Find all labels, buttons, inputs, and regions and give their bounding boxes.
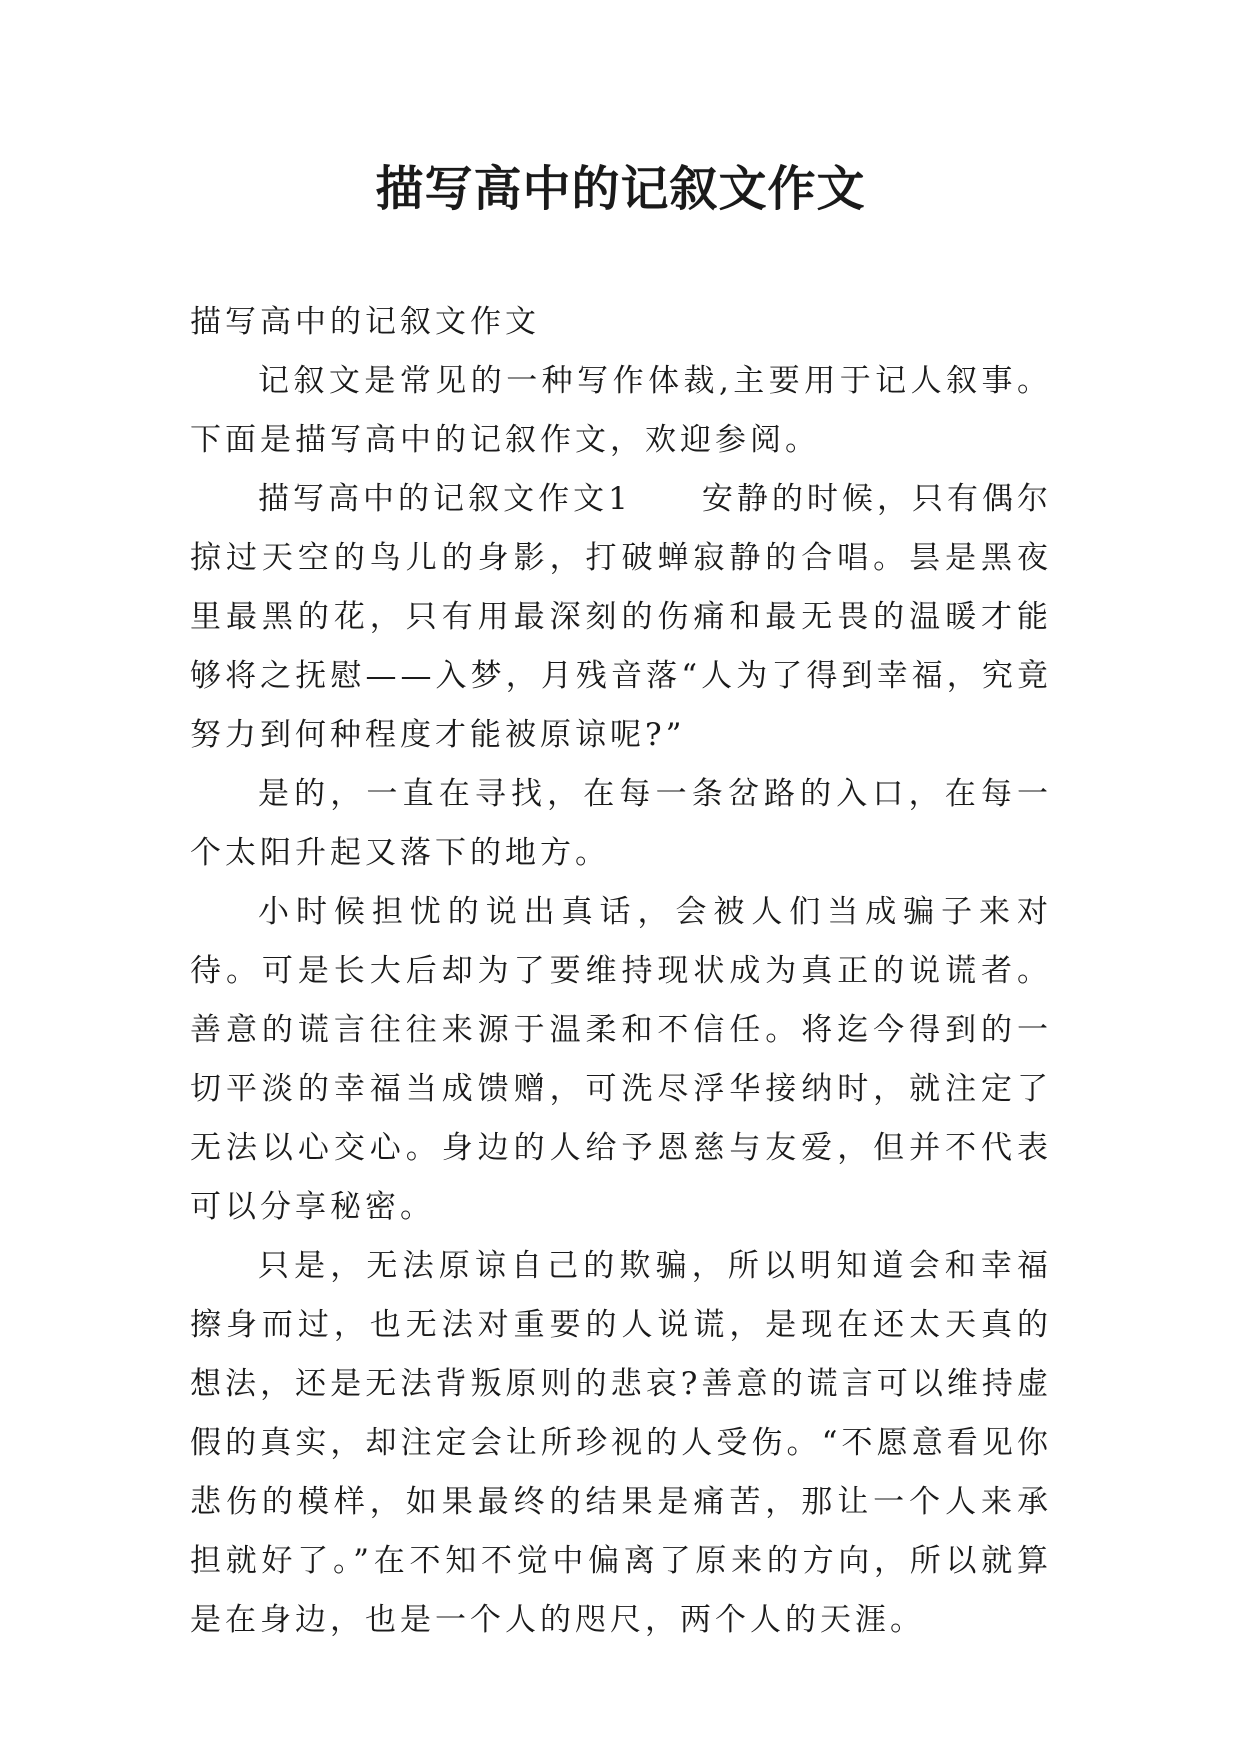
body-paragraph: 小时候担忧的说出真话，会被人们当成骗子来对待。可是长大后却为了要维持现状成为真正的说谎者。善意的谎言往往来源于温柔和不信任。将迄今得到的一切平淡的幸福当成馈赠，可洗尽浮华接纳时，就注定了无法以心交心。身边的人给予恩慈与友爱，但并不代表可以分享秘密。 xyxy=(190,894,1052,1225)
document-title: 描写高中的记叙文作文 xyxy=(375,161,866,217)
body-paragraph: 描写高中的记叙文作文1 安静的时候，只有偶尔掠过天空的鸟儿的身影，打破蝉寂静的合唱。昙是黑夜里最黑的花，只有用最深刻的伤痛和最无畏的温暖才能够将之抚慰——入梦，月残音落“人为了得到幸福，究竟努力到何种程度才能被原谅呢?” xyxy=(190,481,1052,753)
intro-paragraph: 记叙文是常见的一种写作体裁,主要用于记人叙事。下面是描写高中的记叙作文，欢迎参阅。 xyxy=(190,363,1052,458)
body-paragraph: 只是，无法原谅自己的欺骗，所以明知道会和幸福擦身而过，也无法对重要的人说谎，是现在还太天真的想法，还是无法背叛原则的悲哀?善意的谎言可以维持虚假的真实，却注定会让所珍视的人受伤。“不愿意看见你悲伤的模样，如果最终的结果是痛苦，那让一个人来承担就好了。”在不知不觉中偏离了原来的方向，所以就算是在身边，也是一个人的咫尺，两个人的天涯。 xyxy=(190,1248,1052,1638)
body-paragraph: 是的，一直在寻找，在每一条岔路的入口，在每一个太阳升起又落下的地方。 xyxy=(190,776,1052,871)
subtitle-paragraph: 描写高中的记叙文作文 xyxy=(190,304,540,340)
document-body xyxy=(190,293,1052,1650)
